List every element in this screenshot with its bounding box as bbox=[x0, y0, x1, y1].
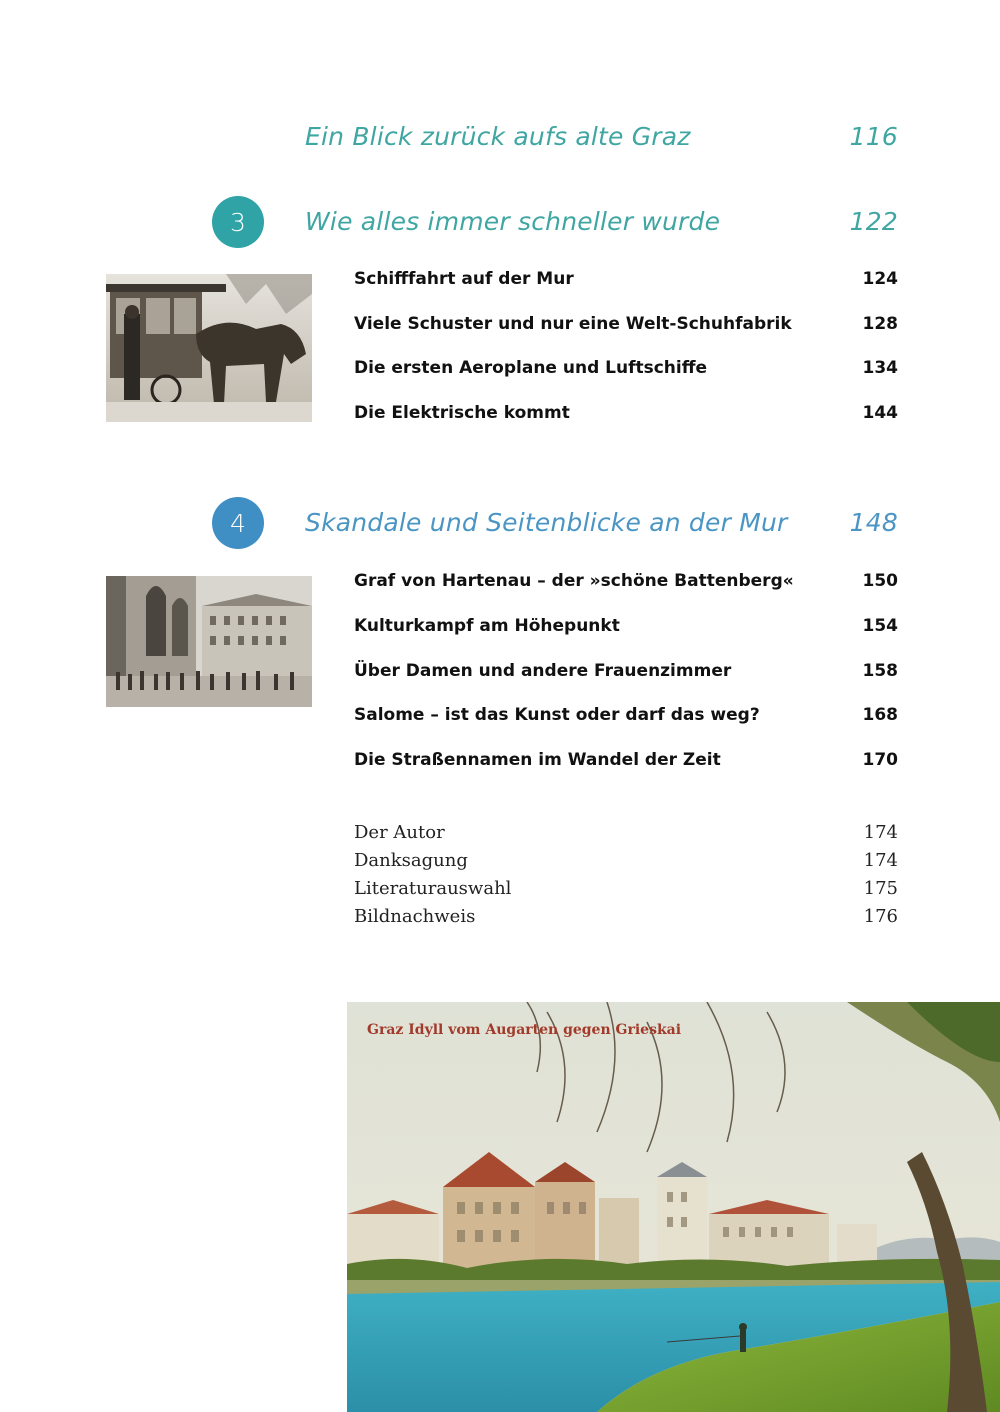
toc-entry-label[interactable]: Die ersten Aeroplane und Luftschiffe bbox=[354, 358, 708, 378]
chapter-3-page: 122 bbox=[849, 207, 898, 236]
back-matter-page: 175 bbox=[863, 878, 898, 899]
toc-entry-label[interactable]: Graf von Hartenau – der »schöne Battenberg« bbox=[354, 571, 794, 591]
toc-entry-label[interactable]: Schifffahrt auf der Mur bbox=[354, 269, 574, 289]
toc-entry-label[interactable]: Kulturkampf am Höhepunkt bbox=[354, 616, 620, 636]
back-matter-label[interactable]: Danksagung bbox=[354, 850, 468, 871]
toc-entry-label[interactable]: Viele Schuster und nur eine Welt-Schuhfabrik bbox=[354, 314, 792, 334]
chapter-3-badge: 3 bbox=[212, 196, 264, 248]
toc-entry-label[interactable]: Die Straßennamen im Wandel der Zeit bbox=[354, 750, 721, 770]
back-matter-page: 174 bbox=[863, 822, 898, 843]
horse-tram-photo bbox=[106, 274, 312, 422]
back-matter-label[interactable]: Literaturauswahl bbox=[354, 878, 512, 899]
toc-entry-page: 158 bbox=[862, 661, 898, 681]
intro-title: Ein Blick zurück aufs alte Graz bbox=[305, 122, 691, 151]
back-matter-label[interactable]: Bildnachweis bbox=[354, 906, 476, 927]
chapter-3-title: Wie alles immer schneller wurde bbox=[305, 207, 721, 236]
toc-entry-page: 154 bbox=[862, 616, 898, 636]
toc-entry-page: 124 bbox=[862, 269, 898, 289]
chapter-4-badge: 4 bbox=[212, 497, 264, 549]
toc-entry-label[interactable]: Über Damen und andere Frauenzimmer bbox=[354, 661, 732, 681]
intro-page: 116 bbox=[849, 122, 898, 151]
back-matter-page: 174 bbox=[863, 850, 898, 871]
toc-entry-label[interactable]: Die Elektrische kommt bbox=[354, 403, 570, 423]
toc-entry-page: 150 bbox=[862, 571, 898, 591]
chapter-4-title: Skandale und Seitenblicke an der Mur bbox=[305, 508, 788, 537]
chapter-4-page: 148 bbox=[849, 508, 898, 537]
church-square-photo bbox=[106, 576, 312, 707]
postcard-caption: Graz Idyll vom Augarten gegen Grieskai bbox=[367, 1022, 682, 1038]
postcard-image bbox=[347, 1002, 1000, 1412]
back-matter-label[interactable]: Der Autor bbox=[354, 822, 445, 843]
back-matter-page: 176 bbox=[863, 906, 898, 927]
toc-entry-page: 128 bbox=[862, 314, 898, 334]
toc-entry-page: 168 bbox=[862, 705, 898, 725]
toc-entry-page: 134 bbox=[862, 358, 898, 378]
toc-entry-label[interactable]: Salome – ist das Kunst oder darf das weg? bbox=[354, 705, 760, 725]
toc-entry-page: 170 bbox=[862, 750, 898, 770]
toc-entry-page: 144 bbox=[862, 403, 898, 423]
